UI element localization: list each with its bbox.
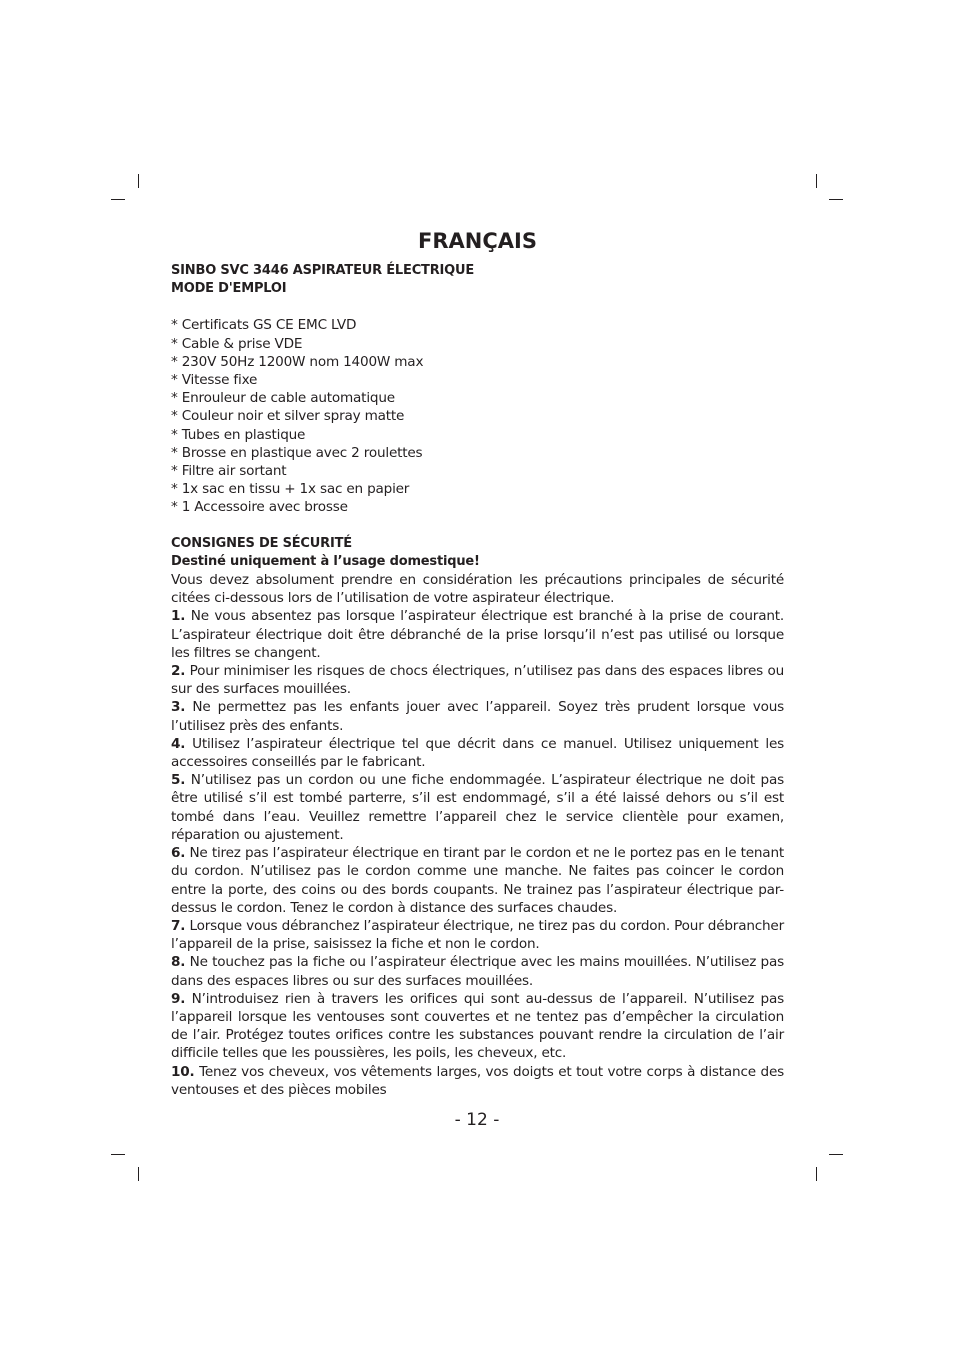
feature-item: * Enrouleur de cable automatique <box>171 390 395 407</box>
safety-heading: CONSIGNES DE SÉCURITÉ <box>171 535 352 551</box>
crop-mark <box>138 174 139 188</box>
safety-item <box>171 771 784 844</box>
safety-item <box>171 698 784 734</box>
feature-item: * Couleur noir et silver spray matte <box>171 408 405 425</box>
safety-item-text: N’utilisez pas un cordon ou une fiche endommagée. L’aspirateur électrique ne doit pas être utilisé s’il est tombé parterre, s’il est endommagé, s’il a été laissé dehors ou s’il est tombé dans l’eau. Veuillez remettre l’appareil chez le service clientèle pour examen, réparation ou ajustement. <box>171 772 784 843</box>
crop-mark <box>111 1154 125 1155</box>
safety-item <box>171 953 784 989</box>
safety-item-text: Tenez vos cheveux, vos vêtements larges, vos doigts et tout votre corps à distance des ventouses et des pièces mobiles <box>171 1063 784 1098</box>
safety-intro: Vous devez absolument prendre en considération les précautions principales de sécurité citées ci-dessous lors de l’utilisation de votre aspirateur électrique. <box>171 572 784 607</box>
crop-mark <box>829 199 843 200</box>
feature-item: * Brosse en plastique avec 2 roulettes <box>171 444 423 461</box>
feature-item: * 1x sac en tissu + 1x sac en papier <box>171 481 410 498</box>
feature-item: * 230V 50Hz 1200W nom 1400W max <box>171 353 424 370</box>
feature-item: * Certificats GS CE EMC LVD <box>171 317 357 334</box>
safety-item-text: Utilisez l’aspirateur électrique tel que décrit dans ce manuel. Utilisez uniquement les accessoires conseillés par le fabricant. <box>171 735 784 771</box>
product-title: SINBO SVC 3446 ASPIRATEUR ÉLECTRIQUE <box>171 263 475 278</box>
safety-item-number: 7. <box>171 917 186 934</box>
safety-item <box>171 735 784 771</box>
safety-subheading: Destiné uniquement à l’usage domestique! <box>171 553 480 569</box>
safety-item-number: 9. <box>171 990 186 1007</box>
safety-item-number: 6. <box>171 845 186 862</box>
crop-mark <box>111 199 125 200</box>
safety-item-text: N’introduisez rien à travers les orifices qui sont au-dessus de l’appareil. N’utilisez pas l’appareil lorsque les ventouses sont couvertes et ne tentez pas d’empêcher la circulation de l’air. Protégez toutes orifices contre les substances pouvant rendre la circulation de l’air difficile telles que les poussières, les poils, les cheveux, etc. <box>171 990 784 1062</box>
page-content <box>171 228 784 1099</box>
safety-item-text: Ne tirez pas l’aspirateur électrique en tirant par le cordon et ne le portez pas en le tenant du cordon. N’utilisez pas le cordon comme une manche. Ne faites pas coincer le cordon entre la porte, des coins ou des bords coupants. Ne trainez pas l’aspirateur électrique par-dessus le cordon. Tenez le cordon à distance des surfaces chaudes. <box>171 845 784 916</box>
safety-item-text: Ne permettez pas les enfants jouer avec l’appareil. Soyez très prudent lorsque vous l’utilisez près des enfants. <box>171 699 784 734</box>
manual-subtitle: MODE D'EMPLOI <box>171 281 287 297</box>
crop-mark <box>816 1167 817 1181</box>
safety-item <box>171 1063 784 1099</box>
safety-item-number: 2. <box>171 663 186 680</box>
safety-item <box>171 844 784 917</box>
safety-item-number: 4. <box>171 735 186 752</box>
safety-item-number: 1. <box>171 608 186 625</box>
feature-item: * 1 Accessoire avec brosse <box>171 499 348 516</box>
safety-item-number: 8. <box>171 954 186 971</box>
safety-item <box>171 607 784 662</box>
safety-item-text: Ne touchez pas la fiche ou l’aspirateur électrique avec les mains mouillées. N’utilisez pas dans des espaces libres ou sur des surfaces mouillées. <box>171 954 784 989</box>
safety-item-number: 10. <box>171 1063 195 1080</box>
language-heading: FRANÇAIS <box>418 229 537 253</box>
page-number: - 12 - <box>454 1110 500 1130</box>
safety-item <box>171 917 784 953</box>
safety-item <box>171 990 784 1063</box>
safety-item-text: Lorsque vous débranchez l’aspirateur électrique, ne tirez pas du cordon. Pour débrancher l’appareil de la prise, saisissez la fiche et non le cordon. <box>171 917 784 953</box>
safety-item <box>171 662 784 698</box>
crop-mark <box>829 1154 843 1155</box>
safety-item-text: Ne vous absentez pas lorsque l’aspirateur électrique est branché à la prise de courant. L’aspirateur électrique doit être débranché de la prise lorsqu’il n’est pas utilisé ou lorsque les filtres se changent. <box>171 608 784 661</box>
feature-item: * Filtre air sortant <box>171 463 287 480</box>
safety-item-number: 5. <box>171 772 186 789</box>
feature-list <box>171 316 784 516</box>
feature-item: * Tubes en plastique <box>171 426 306 443</box>
crop-mark <box>138 1167 139 1181</box>
crop-mark <box>816 174 817 188</box>
safety-item-number: 3. <box>171 699 186 716</box>
feature-item: * Cable & prise VDE <box>171 335 303 352</box>
feature-item: * Vitesse fixe <box>171 372 258 389</box>
safety-item-text: Pour minimiser les risques de chocs électriques, n’utilisez pas dans des espaces libres ou sur des surfaces mouillées. <box>171 663 784 698</box>
